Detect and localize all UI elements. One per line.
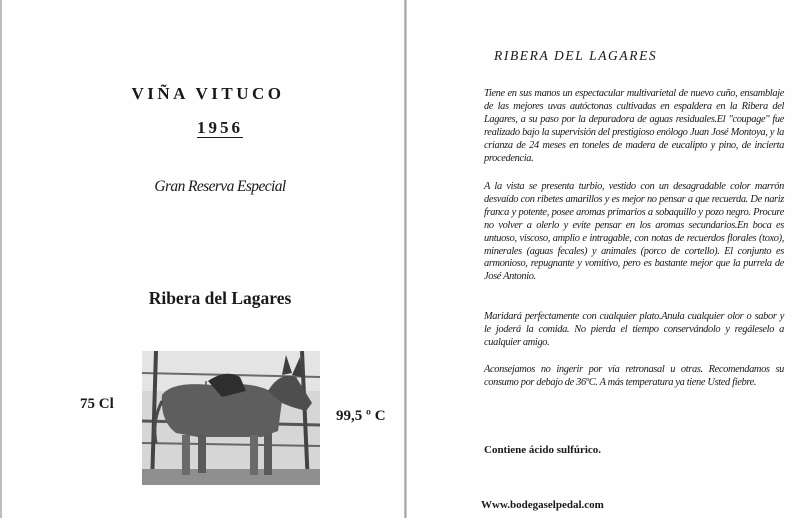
back-title: RIBERA DEL LAGARES	[494, 48, 658, 63]
vintage-year	[0, 118, 440, 138]
website-link[interactable]: Www.bodegaselpedal.com	[481, 499, 604, 511]
tasting-notes-paragraph: A la vista se presenta turbio, vestido con un desagradable color marrón desvaído con ribetes amarillos y es mejor no pensar a que recuerda. De nariz franca y potente, posee aromas primarios a sobaquillo y pozo negro. Procure no volver a olerlo y evite pensar en los aromas secundarios.En boca es untuoso, viscoso, amplio e intragable, con notas de recuerdos florales (toxo), minerales (aguas fecales) y animales (porco de cortello). El conjunto es armonioso, repugnante y vomitivo, pero es bastante mejor que la purrela de José Antonio.	[484, 181, 784, 283]
warning-text: Contiene ácido sulfúrico.	[484, 444, 602, 456]
donkey-illustration	[142, 351, 320, 485]
donkey-photo	[142, 351, 320, 485]
page-edge	[0, 0, 2, 518]
reserve-type: Gran Reserva Especial	[154, 178, 286, 195]
pairing-paragraph: Maridará perfectamente con cualquier plato.Anula cualquier olor o sabor y le joderá la comida. No pierda el tiempo conservándolo y regáleselo a cualquier amigo.	[484, 311, 784, 348]
brand-name: VIÑA VITUCO	[131, 84, 285, 103]
description-paragraph: Tiene en sus manos un espectacular multivarietal de nuevo cuño, ensamblaje de las mejores uvas autóctonas cultivadas en espaldera en la Ribera del Lagares, a su paso por la depuradora de aguas residuales.El "coupage" fue realizado bajo la supervisión del prestigioso enólogo Juan José Montoya, y la crianza de 24 meses en toneles de madera de eucalipto y pino, de incierta procedencia.	[484, 88, 784, 164]
vintage-year-text: 1956	[197, 118, 243, 137]
back-label	[407, 0, 804, 518]
region-name: Ribera del Lagares	[148, 288, 292, 308]
serving-paragraph: Aconsejamos no ingerir por vía retronasal u otras. Recomendamos su consumo por debajo de 36ºC. A más temperatura ya tiene Usted fiebre.	[484, 364, 784, 388]
volume-label: 75 Cl	[80, 396, 114, 412]
alcohol-degree: 99,5 º C	[336, 408, 386, 424]
